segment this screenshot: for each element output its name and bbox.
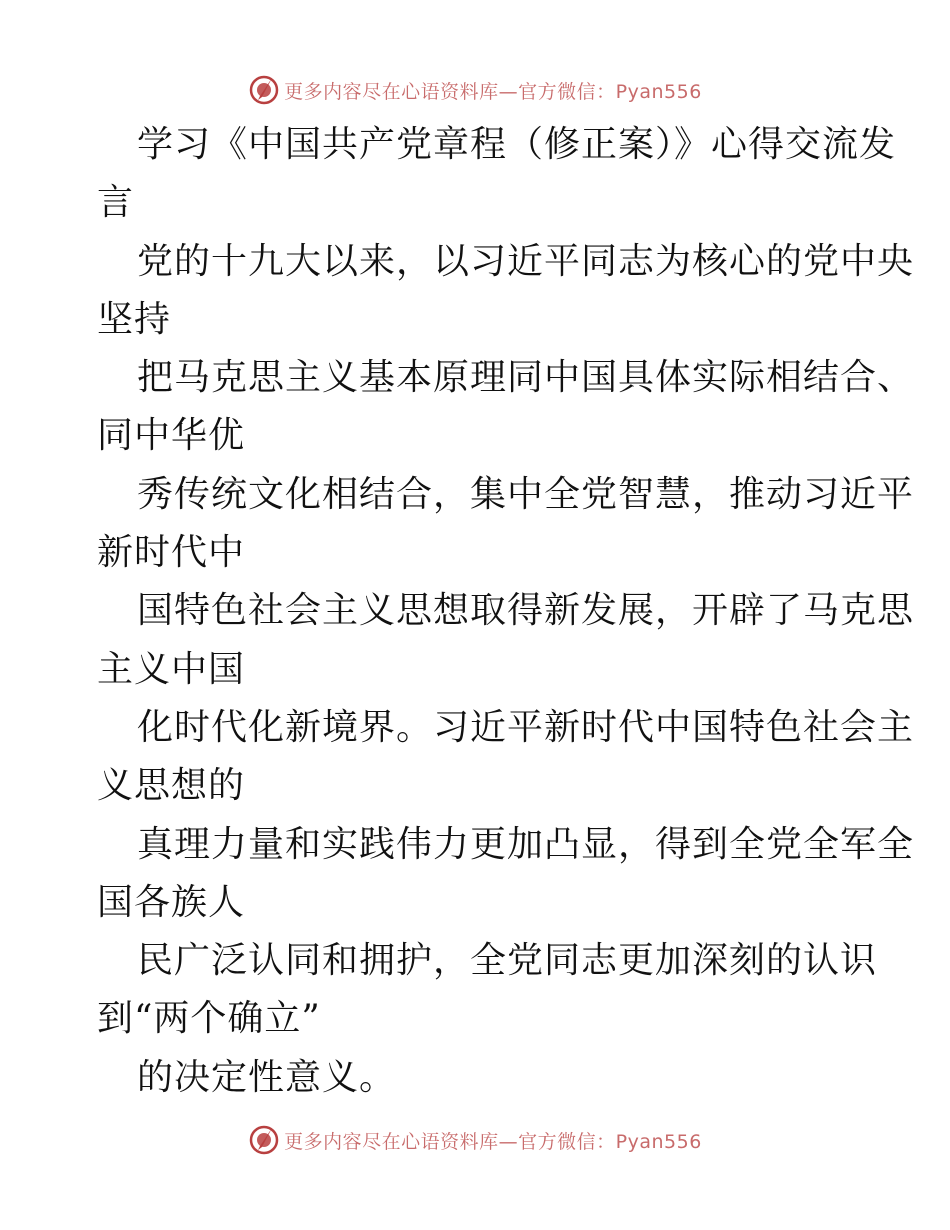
quill-logo-icon — [248, 74, 280, 106]
text-line: 言 — [97, 182, 135, 224]
footer-banner-text: 更多内容尽在心语资料库—官方微信：Pyan556 — [284, 1130, 702, 1153]
text-line: 化时代化新境界。习近平新时代中国特色社会主 — [137, 706, 915, 748]
text-line: 的决定性意义。 — [137, 1056, 397, 1098]
footer-banner — [0, 1120, 950, 1160]
text-line: 党的十九大以来，以习近平同志为核心的党中央 — [137, 240, 915, 282]
text-line: 到“两个确立” — [97, 998, 321, 1040]
text-line: 秀传统文化相结合，集中全党智慧，推动习近平 — [137, 473, 915, 515]
text-line: 真理力量和实践伟力更加凸显，得到全党全军全 — [137, 823, 915, 865]
text-line: 学习《中国共产党章程（修正案）》心得交流发 — [137, 124, 897, 165]
text-line: 把马克思主义基本原理同中国具体实际相结合、 — [137, 357, 915, 399]
text-line: 国各族人 — [97, 881, 246, 923]
quill-logo-icon — [248, 1124, 280, 1156]
header-banner-text: 更多内容尽在心语资料库—官方微信：Pyan556 — [284, 80, 702, 103]
document-body — [97, 116, 915, 1107]
text-line: 坚持 — [97, 298, 172, 340]
text-line: 民广泛认同和拥护，全党同志更加深刻的认识 — [137, 940, 878, 982]
text-line: 同中华优 — [97, 415, 246, 457]
text-line: 义思想的 — [97, 765, 246, 807]
header-banner — [0, 70, 950, 110]
text-line: 主义中国 — [97, 648, 246, 690]
text-line: 新时代中 — [97, 532, 246, 574]
text-line: 国特色社会主义思想取得新发展，开辟了马克思 — [137, 590, 915, 632]
